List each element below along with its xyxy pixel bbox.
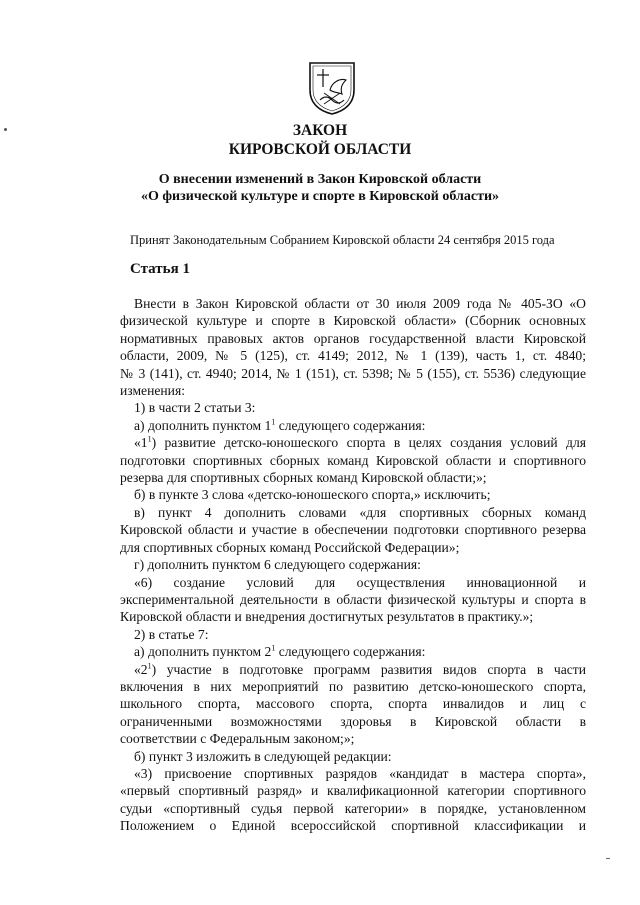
text-fragment: «2: [134, 661, 148, 677]
text-line: подготовки спортивных сборных команд Кировской области и спортивного: [120, 452, 586, 468]
text-line: включения в них мероприятий по развитию детско-юношеского спорта,: [120, 678, 586, 694]
text-fragment: а) дополнить пунктом 2: [134, 644, 272, 660]
text-line: ограниченными возможностями здоровья в Кировской области в: [120, 713, 586, 729]
superscript: 1: [147, 434, 152, 444]
text-line: г) дополнить пунктом 6 следующего содержания:: [134, 557, 421, 573]
title-line: КИРОВСКОЙ ОБЛАСТИ: [228, 141, 412, 158]
article-heading: Статья 1: [130, 261, 190, 277]
superscript: 1: [147, 661, 152, 670]
article-body: [120, 295, 586, 835]
text-line: б) пункт 3 изложить в следующей редакции:: [134, 748, 392, 764]
text-line: «6) создание условий для осуществления инновационной и: [134, 574, 586, 590]
text-fragment: «1: [134, 435, 148, 451]
text-line: для спортивных сборных команд Российской Федерации»;: [120, 539, 460, 555]
text-line: [120, 417, 586, 434]
subtitle-line: «О физической культуре и спорте в Кировской области»: [140, 189, 500, 204]
coat-of-arms-icon: [306, 60, 358, 116]
text-line: Положением о Единой всероссийской спортивной классификации и: [120, 818, 586, 834]
scan-mark: [606, 858, 610, 859]
text-fragment: следующего содержания:: [275, 417, 426, 433]
text-line: [120, 661, 586, 678]
text-line: резерва для спортивных сборных команд Кировской области;»;: [120, 470, 487, 486]
text-line: Кировской области и внедрения достигнутых результатов в практику.»;: [120, 609, 534, 625]
text-line: экспериментальной деятельности в области физической культуры и спорта в: [120, 591, 586, 607]
text-line: «3) присвоение спортивных разрядов «кандидат в мастера спорта»,: [134, 765, 586, 781]
text-line: физической культуре и спорте в Кировской области» (Сборник основных: [120, 313, 586, 329]
text-line: [120, 434, 586, 451]
superscript: 1: [271, 417, 276, 427]
text-line: судьи «спортивный судья первой категории» в порядке, установленном: [120, 800, 586, 816]
text-line: в) пункт 4 дополнить словами «для спортивных сборных команд: [134, 504, 586, 520]
text-fragment: ) развитие детско-юношеского спорта в целях создания условий для: [151, 435, 586, 451]
text-line: Кировской области и участие в обеспечении подготовки спортивного резерва: [120, 522, 586, 538]
text-line: № 3 (141), ст. 4940; 2014, № 1 (151), ст. 5398; № 5 (155), ст. 5536) следующие: [120, 365, 586, 381]
text-line: нормативных правовых актов органов государственной власти Кировской: [120, 330, 586, 346]
subtitle-line: О внесении изменений в Закон Кировской области: [158, 172, 482, 187]
law-subtitle: [0, 171, 640, 205]
text-line: соответствии с Федеральным законом;»;: [120, 731, 355, 747]
text-line: б) в пункте 3 слова «детско-юношеского спорта,» исключить;: [134, 487, 491, 503]
adoption-note: Принят Законодательным Собранием Кировской области 24 сентября 2015 года: [130, 233, 555, 247]
text-line: 2) в статье 7:: [134, 626, 209, 642]
text-fragment: следующего содержания:: [275, 644, 426, 660]
text-line: изменения:: [120, 383, 185, 399]
law-title: [0, 121, 640, 159]
text-fragment: ) участие в подготовке программ развития видов спорта в части: [151, 661, 586, 677]
text-line: школьного спорта, массового спорта, спорта инвалидов и лиц с: [120, 696, 586, 712]
text-line: 1) в части 2 статьи 3:: [134, 400, 256, 416]
superscript: 1: [271, 643, 276, 653]
text-fragment: а) дополнить пунктом 1: [134, 417, 272, 433]
text-line: [120, 643, 586, 660]
text-line: «первый спортивный разряд» и квалификационной категории спортивного: [120, 783, 586, 799]
title-line: ЗАКОН: [292, 122, 348, 139]
text-line: области, 2009, № 5 (125), ст. 4149; 2012, № 1 (139), часть 1, ст. 4840;: [120, 348, 586, 364]
text-line: Внести в Закон Кировской области от 30 июля 2009 года № 405-ЗО «О: [134, 296, 586, 311]
